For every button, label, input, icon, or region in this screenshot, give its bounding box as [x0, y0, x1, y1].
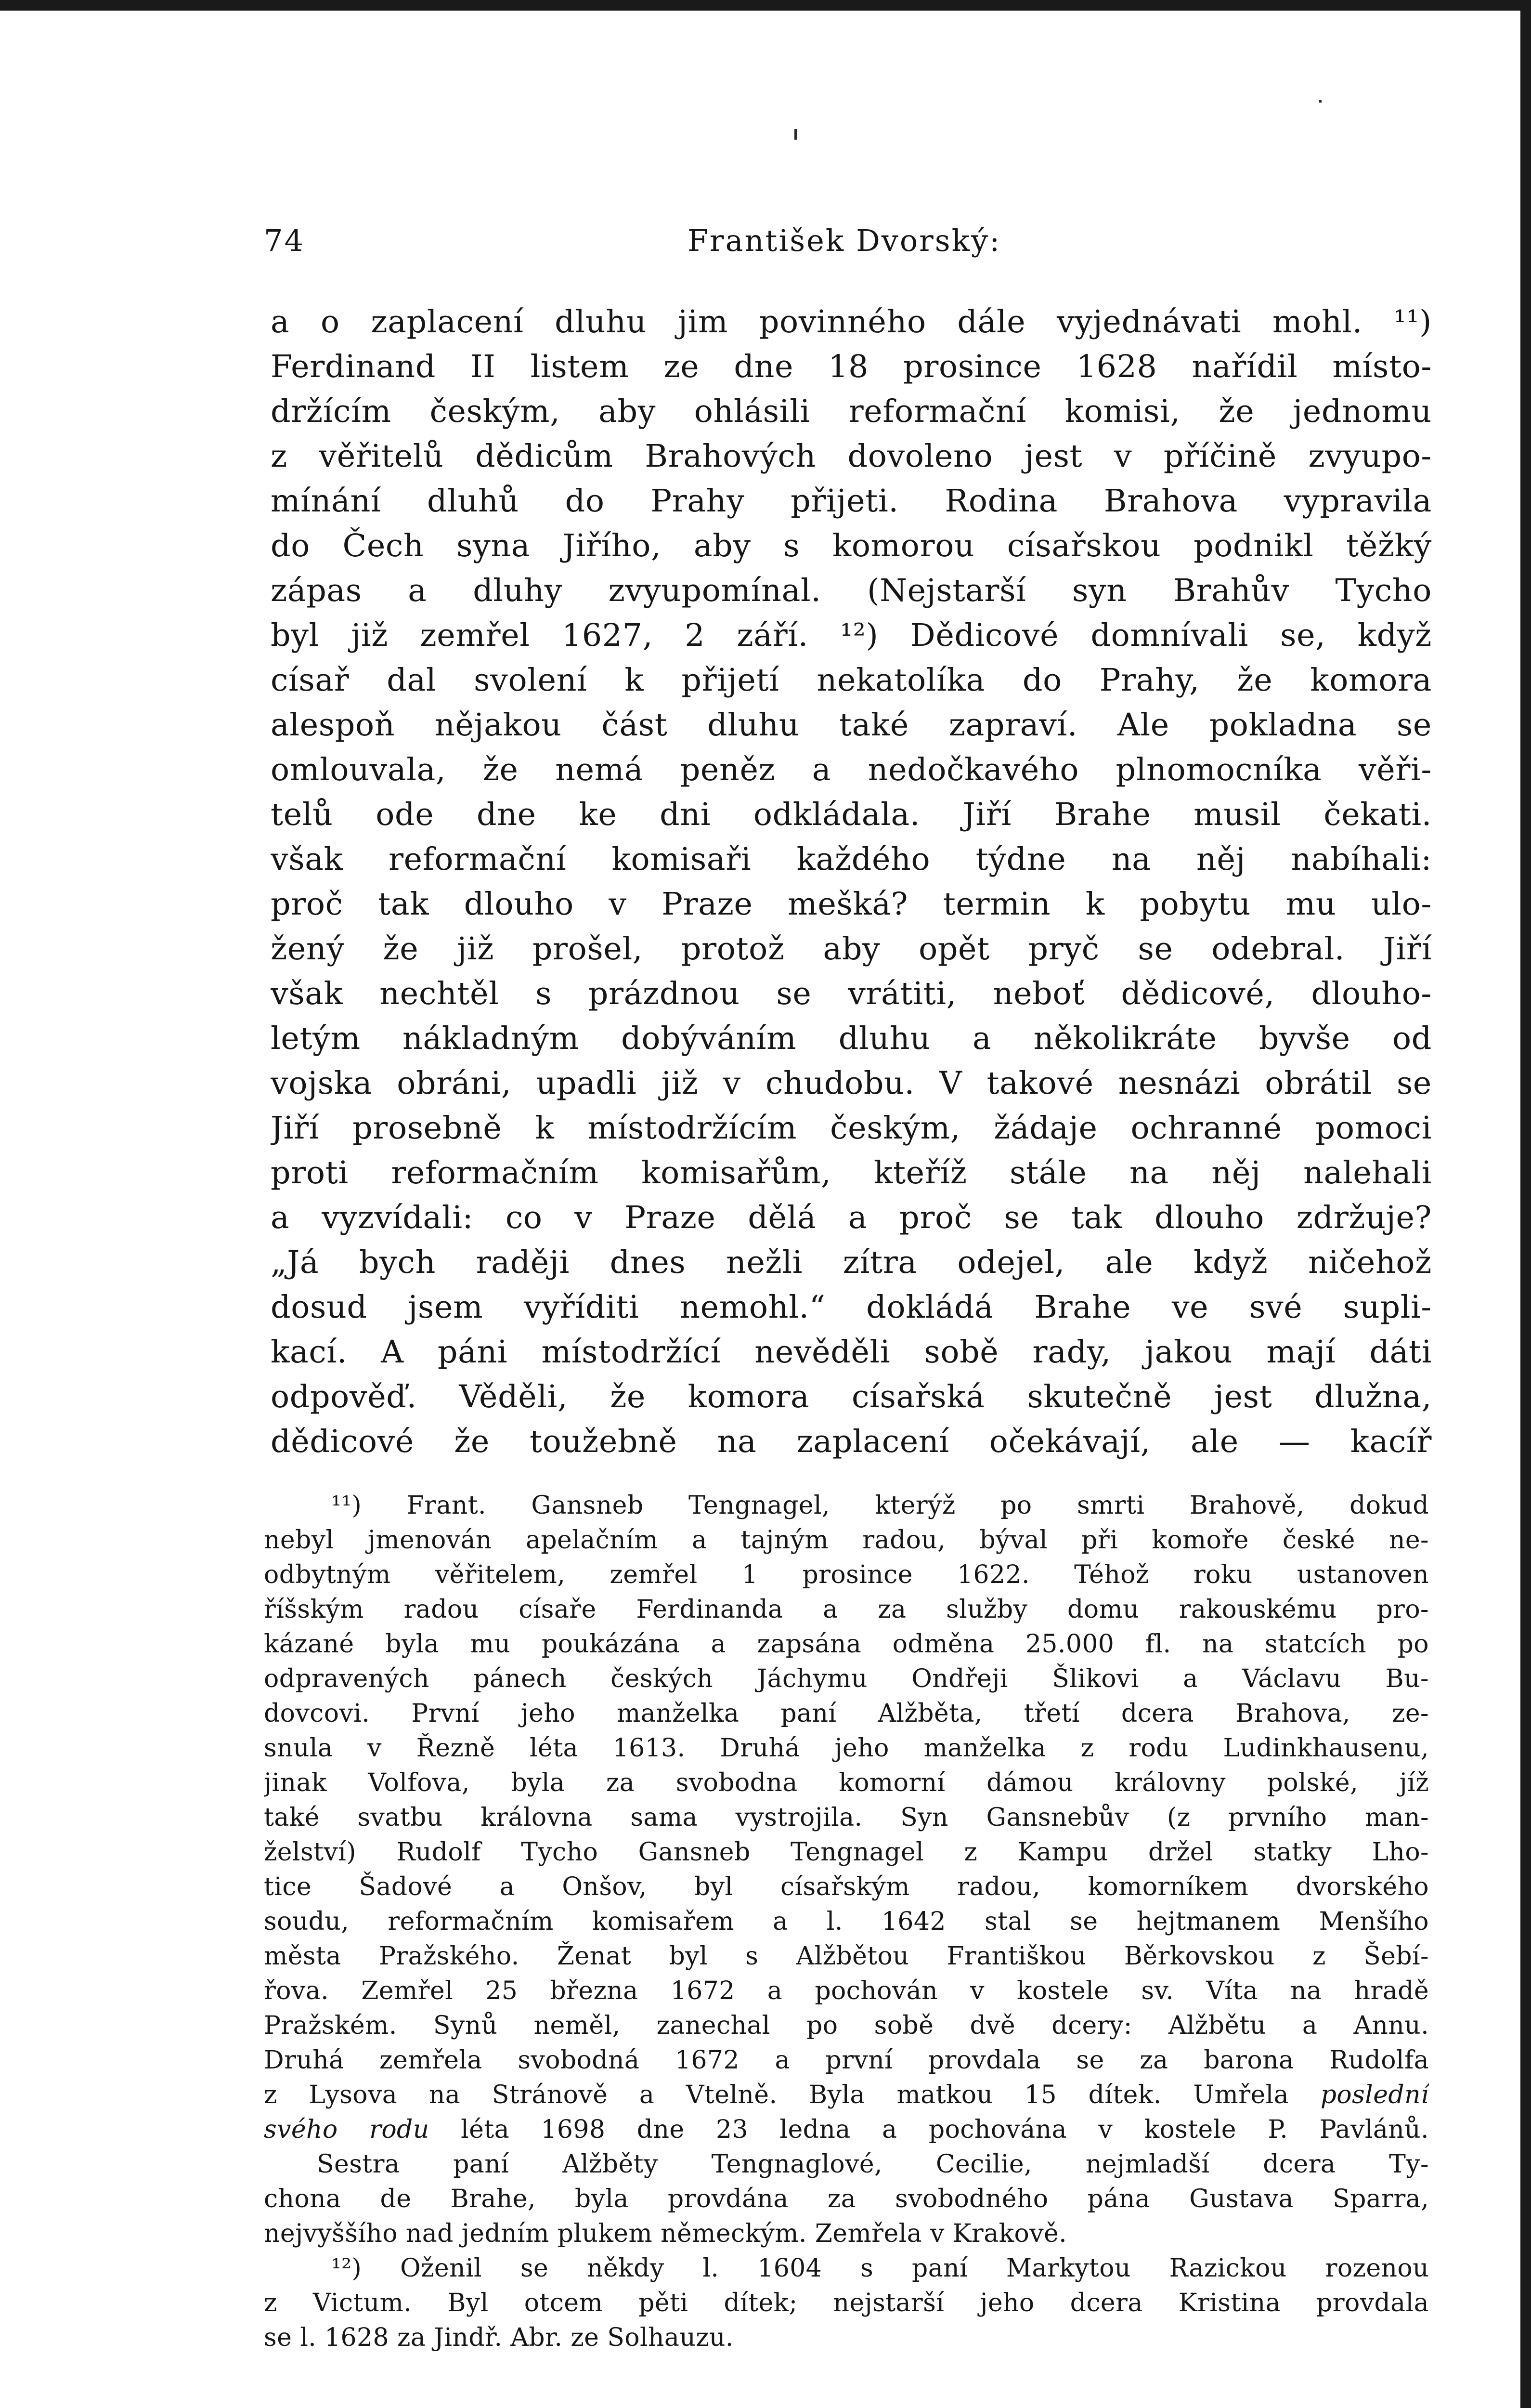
- scan-edge-top: [0, 0, 1531, 11]
- footnote-italic: svého rodu: [264, 2115, 429, 2144]
- footnote-line: [264, 2078, 1429, 2112]
- scan-speck: [794, 129, 797, 140]
- body-line: dědicové že toužebně na zaplacení očekávají, ale — kacíř: [271, 1424, 1432, 1460]
- footnote-line: říšským radou císaře Ferdinanda a za služby domu rakouskému pro-: [264, 1595, 1429, 1624]
- footnote-line: [264, 2112, 1429, 2147]
- footnote-line: nebyl jmenován apelačním a tajným radou, býval při komoře české ne-: [264, 1526, 1429, 1555]
- footnote-marker: ¹²): [331, 2254, 362, 2283]
- footnotes: [264, 1488, 1429, 2355]
- scan-speck: [1319, 100, 1322, 103]
- footnote-line: Pražském. Synů neměl, zanechal po sobě dvě dcery: Alžbětu a Annu.: [264, 2011, 1429, 2040]
- footnote-11-first-line: [264, 1488, 1429, 1523]
- body-line: z věřitelů dědicům Brahových dovoleno jest v příčině zvyupo-: [271, 438, 1432, 474]
- footnote-line: se l. 1628 za Jindř. Abr. ze Solhauzu.: [264, 2323, 734, 2352]
- body-line: odpověď. Věděli, že komora císařská skutečně jest dlužna,: [271, 1379, 1432, 1415]
- footnote-line: kázané byla mu poukázána a zapsána odměna 25.000 fl. na statcích po: [264, 1630, 1429, 1659]
- body-line: alespoň nějakou část dluhu také zapraví. Ale pokladna se: [271, 707, 1432, 743]
- footnote-text: léta 1698 dne 23 ledna a pochována v kostele P. Pavlánů.: [461, 2115, 1429, 2144]
- body-line: dosud jsem vyříditi nemohl.“ dokládá Brahe ve své supli-: [271, 1289, 1432, 1325]
- body-line: Jiří prosebně k místodržícím českým, žádaje ochranné pomoci: [271, 1110, 1432, 1146]
- body-line: držícím českým, aby ohlásili reformační komisi, že jednomu: [271, 393, 1432, 430]
- footnote-line: Druhá zemřela svobodná 1672 a první provdala se za barona Rudolfa: [264, 2046, 1429, 2075]
- footnote-12-first-line: [264, 2251, 1429, 2286]
- body-line: mínání dluhů do Prahy přijeti. Rodina Brahova vypravila: [271, 483, 1432, 519]
- body-text: [271, 300, 1432, 1464]
- body-line: proč tak dlouho v Praze mešká? termin k pobytu mu ulo-: [271, 886, 1432, 922]
- body-line: žený že již prošel, protož aby opět pryč se odebral. Jiří: [271, 931, 1432, 967]
- body-line: do Čech syna Jiřího, aby s komorou císařskou podnikl těžký: [271, 528, 1432, 564]
- footnote-line: odbytným věřitelem, zemřel 1 prosince 1622. Téhož roku ustanoven: [264, 1560, 1429, 1589]
- body-line: však reformační komisaři každého týdne na něj nabíhali:: [271, 841, 1432, 877]
- running-title: František Dvorský:: [688, 223, 1001, 258]
- body-line: Ferdinand II listem ze dne 18 prosince 1628 nařídil místo-: [271, 349, 1432, 385]
- body-line: omlouvala, že nemá peněz a nedočkavého plnomocníka věři-: [271, 752, 1432, 788]
- footnote-line: řova. Zemřel 25 března 1672 a pochován v kostele sv. Víta na hradě: [264, 1976, 1429, 2005]
- body-line: kací. A páni místodržící nevěděli sobě rady, jakou mají dáti: [271, 1334, 1432, 1370]
- footnote-line: želství) Rudolf Tycho Gansneb Tengnagel z Kampu držel statky Lho-: [264, 1838, 1429, 1867]
- body-line: telů ode dne ke dni odkládala. Jiří Brahe musil čekati.: [271, 797, 1432, 833]
- footnote-line: jinak Volfova, byla za svobodna komorní dámou královny polské, jíž: [264, 1768, 1429, 1797]
- footnote-line: odpravených pánech českých Jáchymu Ondřeji Šlikovi a Václavu Bu-: [264, 1664, 1429, 1693]
- body-line: byl již zemřel 1627, 2 září. ¹²) Dědicové domnívali se, když: [271, 617, 1432, 654]
- footnote-line: soudu, reformačním komisařem a l. 1642 stal se hejtmanem Menšího: [264, 1907, 1429, 1936]
- body-line: „Já bych raději dnes nežli zítra odejel, ale když ničehož: [271, 1244, 1432, 1281]
- footnote-italic: poslední: [1320, 2081, 1429, 2109]
- footnote-text: z Lysova na Stránově a Vtelně. Byla matkou 15 dítek. Umřela: [264, 2081, 1289, 2109]
- scan-edge-right: [1520, 0, 1531, 2408]
- footnote-text: Oženil se někdy l. 1604 s paní Markytou Razickou rozenou: [400, 2254, 1429, 2283]
- footnote-text: Frant. Gansneb Tengnagel, kterýž po smrti Brahově, dokud: [406, 1491, 1429, 1520]
- footnote-line: tice Šadové a Onšov, byl císařským radou, komorníkem dvorského: [264, 1872, 1429, 1901]
- footnote-line: Sestra paní Alžběty Tengnaglové, Cecilie, nejmladší dcera Ty-: [317, 2150, 1429, 2179]
- footnote-line: z Victum. Byl otcem pěti dítek; nejstarší jeho dcera Kristina provdala: [264, 2289, 1429, 2317]
- footnote-line: nejvyššího nad jedním plukem německým. Zemřela v Krakově.: [264, 2219, 1067, 2248]
- body-line: vojska obráni, upadli již v chudobu. V takové nesnázi obrátil se: [271, 1065, 1432, 1101]
- footnote-line: města Pražského. Ženat byl s Alžbětou Františkou Běrkovskou z Šebí-: [264, 1942, 1429, 1971]
- footnote-line: dovcovi. První jeho manželka paní Alžběta, třetí dcera Brahova, ze-: [264, 1699, 1429, 1728]
- running-head: [264, 219, 1458, 262]
- footnote-line: také svatbu královna sama vystrojila. Syn Gansnebův (z prvního man-: [264, 1803, 1429, 1832]
- body-line: však nechtěl s prázdnou se vrátiti, neboť dědicové, dlouho-: [271, 976, 1432, 1012]
- body-line: císař dal svolení k přijetí nekatolíka do Prahy, že komora: [271, 662, 1432, 698]
- footnote-line: snula v Řezně léta 1613. Druhá jeho manželka z rodu Ludinkhausenu,: [264, 1734, 1429, 1763]
- body-line: a vyzvídali: co v Praze dělá a proč se tak dlouho zdržuje?: [271, 1200, 1432, 1236]
- page-number: 74: [264, 223, 305, 258]
- body-line: a o zaplacení dluhu jim povinného dále vyjednávati mohl. ¹¹): [271, 304, 1432, 340]
- footnote-marker: ¹¹): [331, 1491, 362, 1520]
- body-line: zápas a dluhy zvyupomínal. (Nejstarší syn Brahův Tycho: [271, 573, 1432, 609]
- body-line: letým nákladným dobýváním dluhu a několikráte byvše od: [271, 1021, 1432, 1057]
- body-line: proti reformačním komisařům, kteříž stále na něj nalehali: [271, 1155, 1432, 1191]
- footnote-line: chona de Brahe, byla provdána za svobodného pána Gustava Sparra,: [264, 2185, 1429, 2213]
